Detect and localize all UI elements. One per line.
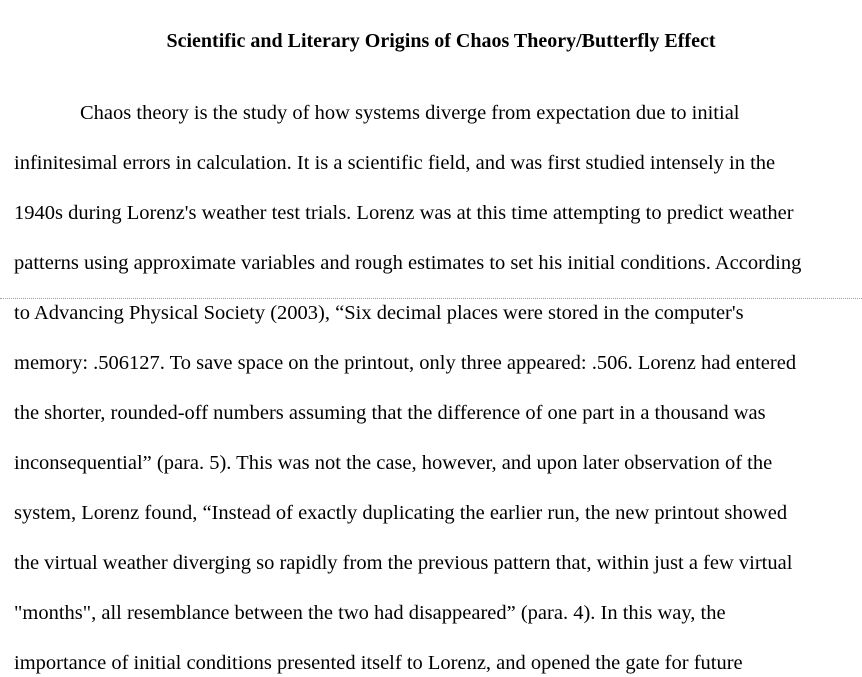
paragraph-line: memory: .506127. To save space on the printout, only three appeared: .506. Lorenz had entered [14,352,797,374]
paragraph-line: infinitesimal errors in calculation. It is a scientific field, and was first studied intensely in the [14,152,776,174]
paragraph-line: to Advancing Physical Society (2003), “Six decimal places were stored in the computer's [14,302,744,324]
paragraph-line: "months", all resemblance between the two had disappeared” (para. 4). In this way, the [14,602,726,624]
document-title: Scientific and Literary Origins of Chaos Theory/Butterfly Effect [166,30,716,52]
paragraph-line: 1940s during Lorenz's weather test trials. Lorenz was at this time attempting to predict weather [14,202,794,224]
page-break-divider [0,298,862,299]
paragraph-line: inconsequential” (para. 5). This was not the case, however, and upon later observation of the [14,452,773,474]
paragraph-line: system, Lorenz found, “Instead of exactly duplicating the earlier run, the new printout showed [14,502,788,524]
paragraph-line: the virtual weather diverging so rapidly from the previous pattern that, within just a few virtual [14,552,793,574]
paragraph-line: importance of initial conditions presented itself to Lorenz, and opened the gate for future [14,652,743,674]
paragraph-line: Chaos theory is the study of how systems diverge from expectation due to initial [80,102,740,124]
paragraph-line: the shorter, rounded-off numbers assuming that the difference of one part in a thousand was [14,402,766,424]
paragraph-line: patterns using approximate variables and rough estimates to set his initial conditions. According [14,252,802,274]
